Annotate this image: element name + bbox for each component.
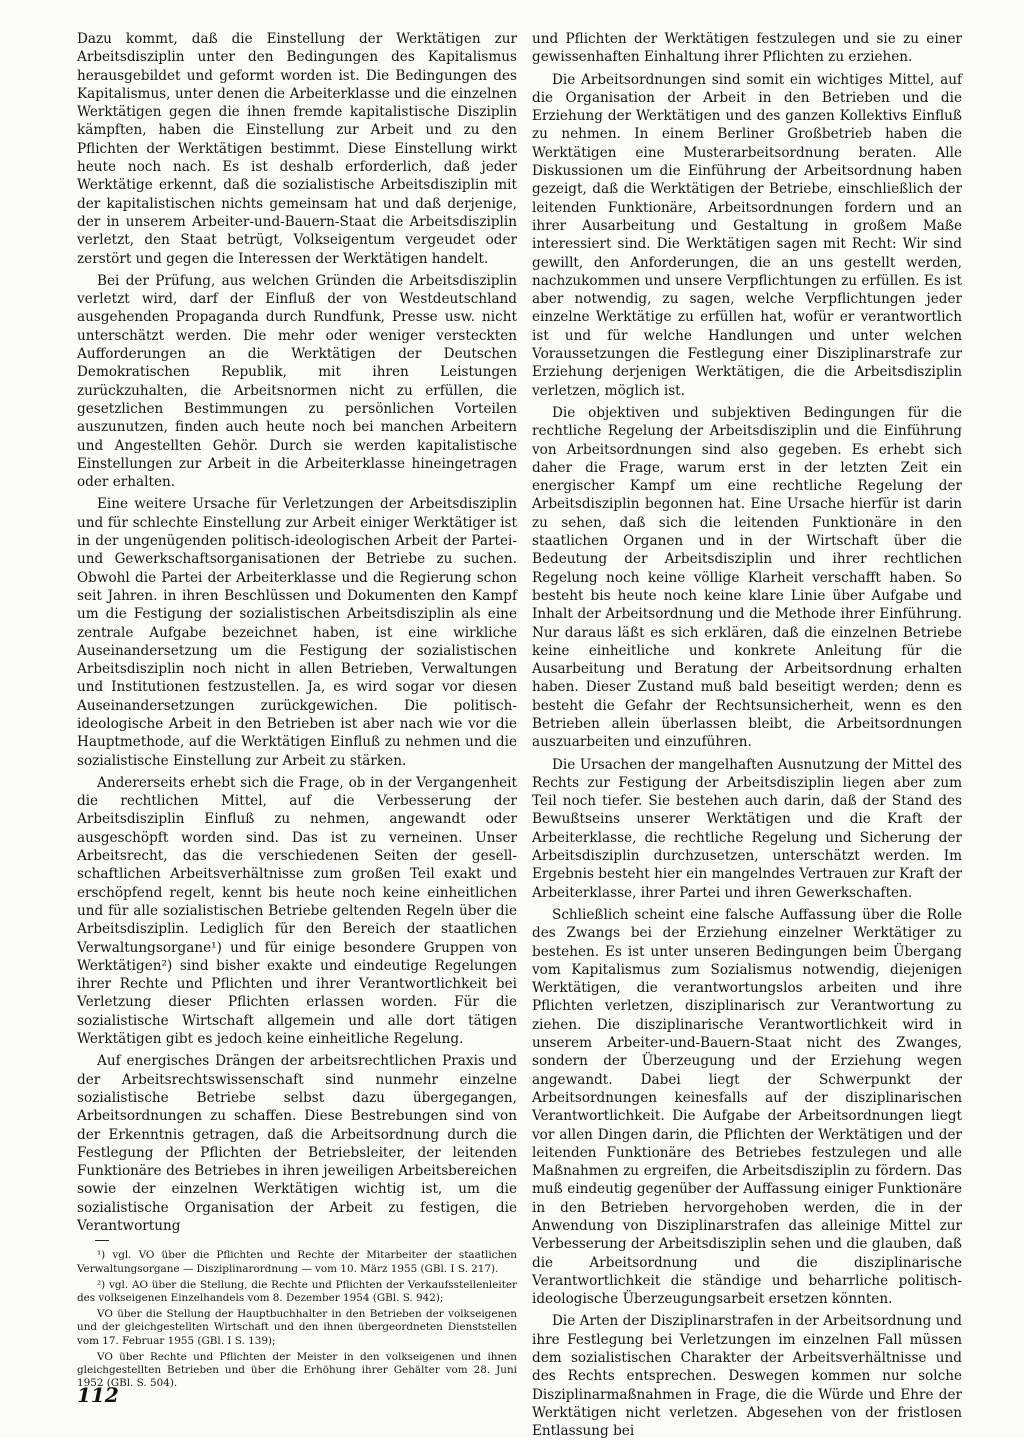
footnotes xyxy=(77,1249,517,1390)
paragraph: Die Arbeitsordnungen sind somit ein wichtiges Mittel, auf die Organisation der Arbeit in den Betrieben und die Erziehung der Werktätigen und des ganzen Kollektivs Einfluß zu nehmen. In einem Berliner Großbetrieb haben die Werktätigen eine Musterarbeitsordnung beraten. Alle Diskussionen um die Einführung der Arbeitsordnung haben gezeigt, daß die Werktätigen der Betriebe, einschließlich der leitenden Funktionäre, Arbeitsordnungen fordern und an ihrer Ausarbeitung und Gestaltung in großem Maße interessiert sind. Die Werktätigen sagen mit Recht: Wir sind gewillt, den Anforderungen, die an uns gestellt werden, nachzukommen und unsere Verpflichtungen zu erfüllen. Es ist aber notwendig, zu sagen, welche Verpflichtungen jeder einzelne Werktätige zu erfüllen hat, wofür er verantwortlich ist und für welche Handlungen und unter welchen Voraussetzungen die Festlegung einer Disziplinarstrafe zur Erziehung derjenigen Werktätigen, die die Arbeitsdisziplin verletzen, möglich ist. xyxy=(532,71,962,399)
footnote: VO über Rechte und Pflichten der Meister in den volkseigenen und ihnen gleichgestellten Betrieben und über die Erhöhung ihrer Gehälter vom 28. Juni 1952 (GBl. S. 504). xyxy=(77,1350,517,1390)
paragraph: Dazu kommt, daß die Einstellung der Werktätigen zur Arbeitsdisziplin unter den Bedingungen des Kapitalismus herausgebildet und geformt worden ist. Die Bedingungen des Kapitalismus, unter denen die Arbeiterklasse und die einzelnen Werktätigen gegen die ihnen fremde kapitalistische Disziplin kämpften, haben die Einstellung zur Arbeit und zu den Pflichten der Werktätigen bestimmt. Diese Einstellung wirkt heute noch nach. Es ist deshalb erforderlich, daß jeder Werktätige erkennt, daß die sozialistische Arbeitsdisziplin mit der kapitalistischen nichts gemeinsam hat und daß derjenige, der in unserem Arbeiter-und-Bauern-Staat die Arbeitsdisziplin verletzt, den Staat betrügt, Volkseigentum vergeudet oder zerstört und gegen die Interessen der Werktätigen handelt. xyxy=(77,31,517,267)
footnote-separator xyxy=(95,1240,109,1241)
footnote: ²) vgl. AO über die Stellung, die Rechte und Pflichten der Verkaufsstellenleiter des volkseigenen Einzelhandels vom 8. Dezember 1954 (GBl. S. 942); xyxy=(77,1278,517,1304)
paragraph: Die Arten der Disziplinarstrafen in der Arbeitsordnung und ihre Festlegung bei Verletzungen im einzelnen Fall müssen dem sozialistischen Charakter der Arbeitsverhältnisse und des Rechts entsprechen. Deswegen kommen nur solche Disziplinarmaßnahmen in Frage, die die Würde und Ehre der Werktätigen nicht verletzen. Abgesehen von der fristlosen Entlassung bei xyxy=(532,1313,962,1440)
paragraph: und Pflichten der Werktätigen festzulegen und sie zu einer gewissenhaften Einhaltung ihrer Pflichten zu erziehen. xyxy=(532,31,962,66)
paragraph: Auf energisches Drängen der arbeitsrechtlichen Praxis und der Arbeitsrechtswissenschaft sind nunmehr einzelne sozialistische Betriebe selbst dazu übergegangen, Arbeitsordnungen zu schaffen. Diese Bestrebungen sind von der Erkenntnis getragen, daß die Arbeitsordnung durch die Festlegung der Pflichten der Betriebsleiter, der leitenden Funktionäre des Betriebes in ihren jeweiligen Arbeitsbereichen sowie der einzelnen Werktätigen wichtig ist, um die sozialistische Organisation der Arbeit zu festigen, die Verantwortung xyxy=(77,1053,517,1234)
paragraph: Bei der Prüfung, aus welchen Gründen die Arbeitsdisziplin verletzt wird, darf der Einfluß der von Westdeutschland ausgehenden Propaganda durch Rundfunk, Presse usw. nicht unterschätzt werden. Die mehr oder weniger versteckten Aufforderungen an die Werktätigen der Deutschen Demokratischen Republik, mit ihren Leistungen zurückzuhalten, die Arbeitsnormen nicht zu erfüllen, die gesetzlichen Bestimmungen zu persönlichen Vorteilen auszunutzen, finden auch heute noch bei manchen Arbeitern und Angestellten Gehör. Durch sie werden kapitalistische Einstellungen zur Arbeit in die Arbeiterklasse hineingetragen oder erhalten. xyxy=(77,272,517,491)
paragraph: Die objektiven und subjektiven Bedingungen für die rechtliche Regelung der Arbeitsdisziplin und die Einführung von Arbeitsordnungen sind also gegeben. Es erhebt sich daher die Frage, warum erst in der letzten Zeit ein energischer Kampf um eine rechtliche Regelung der Arbeitsdisziplin begonnen hat. Eine Ursache hierfür ist darin zu sehen, daß sich die leitenden Funktionäre in den staatlichen Organen und in der Wirtschaft über die Bedeutung der Arbeitsdisziplin und ihrer rechtlichen Regelung noch keine völlige Klarheit verschafft haben. So besteht bis heute noch keine klare Linie über Aufgabe und Inhalt der Arbeitsordnung und die Methode ihrer Einführung. Nur daraus läßt es sich erklären, daß die einzelnen Betriebe keine einheitliche und konkrete Anleitung für die Ausarbeitung und Beratung der Arbeitsordnung erhalten haben. Dieser Zustand muß bald beseitigt werden; denn es besteht die Gefahr der Rechtsunsicherheit, wenn es den Betrieben allein überlassen bleibt, die Arbeitsordnungen auszuarbeiten und einzuführen. xyxy=(532,404,962,751)
footnote: ¹) vgl. VO über die Pflichten und Rechte der Mitarbeiter der staatlichen Verwaltungsorgane — Disziplinarordnung — vom 10. März 1955 (GBl. I S. 217). xyxy=(77,1249,517,1275)
page-number: 112 xyxy=(77,1383,119,1407)
paragraph: Andererseits erhebt sich die Frage, ob in der Vergangenheit die rechtlichen Mittel, auf die Verbesserung der Arbeitsdisziplin Einfluß zu nehmen, angewandt oder ausgeschöpft worden sind. Das ist zu verneinen. Unser Arbeitsrecht, das die verschiedenen Seiten der gesellschaftlichen Arbeitsverhältnisse zum großen Teil exakt und erschöpfend regelt, kennt bis heute noch keine einheitlichen und für alle sozialistischen Betriebe geltenden Regeln über die Arbeitsdisziplin. Lediglich für den Bereich der staatlichen Verwaltungsorgane¹) und für einige besondere Gruppen von Werktätigen²) sind bisher exakte und eindeutige Regelungen ihrer Rechte und Pflichten und ihrer Verantwortlichkeit bei Verletzung dieser Pflichten erlassen worden. Für die sozialistische Wirtschaft allgemein und alle dort tätigen Werktätigen gibt es jedoch keine einheitliche Regelung. xyxy=(77,774,517,1048)
paragraph: Die Ursachen der mangelhaften Ausnutzung der Mittel des Rechts zur Festigung der Arbeitsdisziplin liegen aber zum Teil noch tiefer. Sie bestehen auch darin, daß der Stand des Bewußtseins unserer Werktätigen und die Kraft der Arbeiterklasse, die rechtliche Regelung und Sicherung der Arbeitsdisziplin durchzusetzen, unterschätzt werden. Im Ergebnis besteht hier ein mangelndes Vertrauen zur Kraft der Arbeiterklasse, ihrer Partei und ihren Gewerkschaften. xyxy=(532,756,962,901)
left-column xyxy=(77,30,517,1393)
paragraph: Schließlich scheint eine falsche Auffassung über die Rolle des Zwangs bei der Erziehung einzelner Werktätiger zu bestehen. Es ist unter unseren Bedingungen beim Übergang vom Kapitalismus zum Sozialismus notwendig, diejenigen Werktätigen, die verantwortungslos arbeiten und ihre Pflichten verletzen, disziplinarisch zur Verantwortung zu ziehen. Die disziplinarische Verantwortlichkeit wird in unserem Arbeiter-und-Bauern-Staat nicht des Zwanges, sondern der Überzeugung und der Erziehung wegen angewandt. Dabei liegt der Schwerpunkt der Arbeitsordnungen keinesfalls auf der disziplinarischen Verantwortlichkeit. Die Aufgabe der Arbeitsordnungen liegt vor allen Dingen darin, die Pflichten der Werktätigen und der leitenden Funktionäre des Betriebes festzulegen und alle Maßnahmen zu ergreifen, die Arbeitsdisziplin zu fördern. Das muß eindeutig gegenüber der Auffassung einiger Funktionäre in den Betrieben hervorgehoben werden, die in der Anwendung von Disziplinarstrafen das alleinige Mittel zur Verbesserung der Arbeitsdisziplin sehen und die glauben, daß die Arbeitsordnung und die disziplinarische Verantwortlichkeit die ständige und beharrliche politisch-ideologische Überzeugungsarbeit ersetzen könnten. xyxy=(532,906,962,1308)
paragraph: Eine weitere Ursache für Verletzungen der Arbeitsdisziplin und für schlechte Einstellung zur Arbeit einiger Werktätiger ist in der ungenügenden politisch-ideologischen Arbeit der Partei- und Gewerkschaftsorganisationen der Betriebe zu suchen. Obwohl die Partei der Arbeiterklasse und die Regierung schon seit Jahren. in ihren Beschlüssen und Dokumenten den Kampf um die Festigung der sozialistischen Arbeitsdisziplin als eine zentrale Aufgabe bezeichnet haben, ist eine wirkliche Auseinandersetzung um die Festigung der sozialistischen Arbeitsdisziplin noch nicht in allen Betrieben, Verwaltungen und Institutionen festzustellen. Ja, es wird sogar vor diesen Auseinandersetzungen zurückgewichen. Die politisch-ideologische Arbeit in den Betrieben ist aber nach wie vor die Hauptmethode, auf die Werktätigen Einfluß zu nehmen und die sozialistische Einstellung zur Arbeit zu stärken. xyxy=(77,496,517,769)
footnote: VO über die Stellung der Hauptbuchhalter in den Betrieben der volkseigenen und der gleichgestellten Wirtschaft und den ihnen übergeordneten Dienststellen vom 17. Februar 1955 (GBl. I S. 139); xyxy=(77,1308,517,1347)
right-column xyxy=(532,30,962,1445)
